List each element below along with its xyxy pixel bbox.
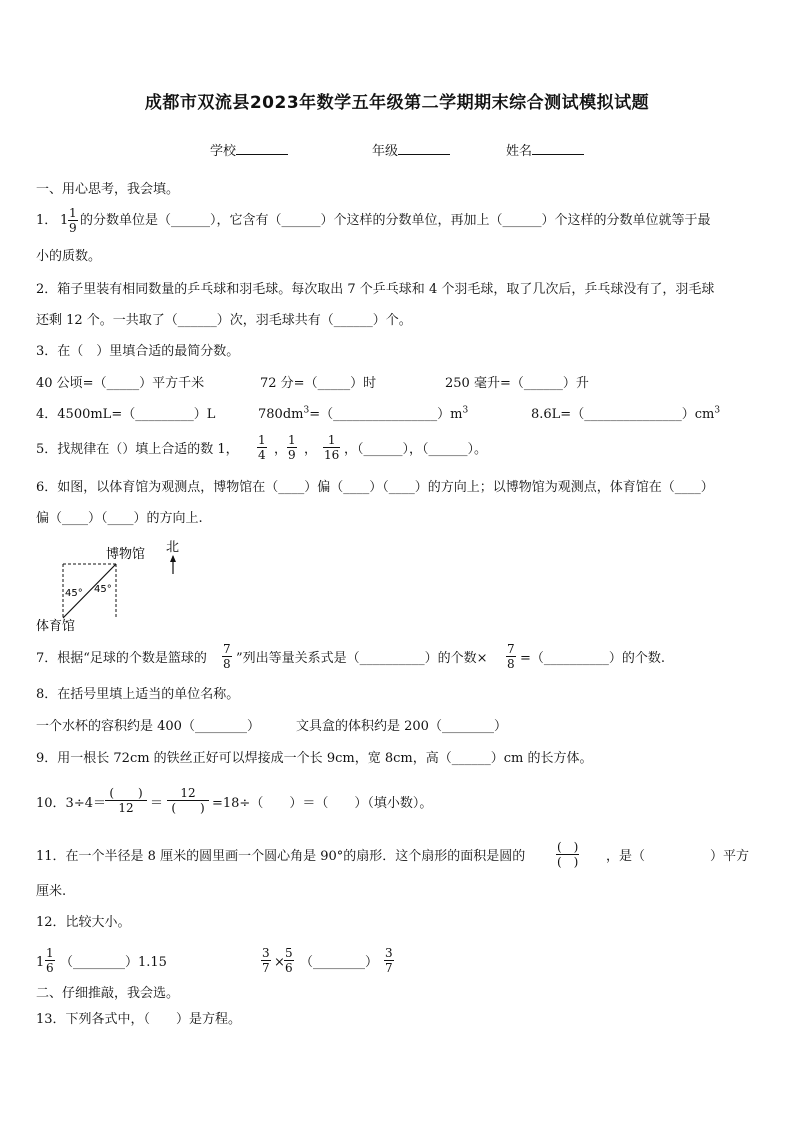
q12-a-whole: 1 xyxy=(36,955,45,970)
q1-text: 的分数单位是（______），它含有（______）个这样的分数单位，再加上（______）个这样的分数单位就等于最 xyxy=(80,213,711,228)
q1-denominator: 9 xyxy=(69,221,77,235)
q1-fraction xyxy=(68,206,78,235)
angle-label-museum: 45° xyxy=(94,584,112,595)
gym-label: 体育馆 xyxy=(36,619,76,634)
q4-b-mid: =（________________）m xyxy=(309,407,463,422)
q4-c-sup: 3 xyxy=(714,405,721,416)
q1-text-cont: 小的质数。 xyxy=(36,249,102,264)
q4-c xyxy=(531,407,720,423)
q12-b-fraction-2 xyxy=(284,946,294,975)
q7-f1-num: 7 xyxy=(223,642,231,656)
q4-b xyxy=(258,407,468,423)
q7-f2-den: 8 xyxy=(507,657,515,671)
grade-field[interactable] xyxy=(372,142,450,160)
q5-f1-num: 1 xyxy=(258,433,266,447)
school-field[interactable] xyxy=(210,142,288,160)
q12-a-num: 1 xyxy=(46,946,54,960)
q10-f2-num: 12 xyxy=(180,786,196,800)
q5-post: ，（______），（______）。 xyxy=(344,442,488,457)
q5-f3-den: 16 xyxy=(324,448,340,462)
q8-b: 文具盒的体积约是 200（________） xyxy=(296,719,507,734)
q3-a: 40 公顷=（_____）平方千米 xyxy=(36,376,205,391)
q7-pre: 7．根据“足球的个数是篮球的 xyxy=(36,651,207,666)
q5-f2-den: 9 xyxy=(288,448,296,462)
name-label: 姓名 xyxy=(506,144,533,159)
q8-instruction: 8．在括号里填上适当的单位名称。 xyxy=(36,687,240,702)
name-field[interactable] xyxy=(506,142,584,160)
q12-b-f3-den: 7 xyxy=(385,961,393,975)
q10-f2-den: ( ) xyxy=(167,800,209,815)
grade-label: 年级 xyxy=(372,144,399,159)
school-blank[interactable] xyxy=(236,142,288,155)
q5-sep-2: ， xyxy=(304,442,318,457)
q10-post: =18÷（ ）＝（ ）（填小数）。 xyxy=(212,796,433,811)
q7-fraction-1 xyxy=(222,642,232,671)
q8-a: 一个水杯的容积约是 400（________） xyxy=(36,719,260,734)
angle-label-gym: 45° xyxy=(65,588,83,599)
q5-f3-num: 1 xyxy=(327,433,336,447)
q12-a-den: 6 xyxy=(46,961,54,975)
q5-fraction-3 xyxy=(323,433,340,462)
q5-pre: 5．找规律在（）填上合适的数 1， xyxy=(36,442,239,457)
q7-f2-num: 7 xyxy=(507,642,515,656)
q12-b-f2-den: 6 xyxy=(285,961,293,975)
q13-text: 13．下列各式中，（ ）是方程。 xyxy=(36,1012,242,1027)
school-label: 学校 xyxy=(210,144,237,159)
q11-num: ( ) xyxy=(557,840,579,854)
q1-numerator: 1 xyxy=(69,206,77,220)
q5-fraction-2 xyxy=(287,433,297,462)
q5-f1-den: 4 xyxy=(258,448,266,462)
q6-line1: 6．如图，以体育馆为观测点，博物馆在（____）偏（____）（____）的方向上；以博物馆为观测点，体育馆在（____） xyxy=(36,480,714,495)
q3-instruction: 3．在（ ）里填合适的最简分数。 xyxy=(36,344,240,359)
q11-post: ，是（ ）平方 xyxy=(606,849,750,864)
q1-number: 1． xyxy=(36,213,58,228)
q10-fraction-2 xyxy=(168,786,208,815)
q3-c: 250 毫升=（______）升 xyxy=(445,376,589,391)
q12-b-fraction-1 xyxy=(261,946,271,975)
museum-label: 博物馆 xyxy=(106,547,146,562)
q7-mid: ”列出等量关系式是（__________）的个数× xyxy=(236,651,488,666)
q12-b-times: × xyxy=(274,955,285,970)
q2-line1: 2．箱子里装有相同数量的乒乓球和羽毛球。每次取出 7 个乒乓球和 4 个羽毛球，取了几次后，乒乓球没有了，羽毛球 xyxy=(36,282,715,297)
q7-fraction-2 xyxy=(506,642,516,671)
q6-line2: 偏（____）（____）的方向上. xyxy=(36,511,203,526)
q3-b: 72 分=（_____）时 xyxy=(260,376,377,391)
direction-diagram xyxy=(36,538,196,634)
q5-sep-1: ， xyxy=(274,442,288,457)
q5-f2-num: 1 xyxy=(288,433,296,447)
q11-pre: 11．在一个半径是 8 厘米的圆里画一个圆心角是 90°的扇形．这个扇形的面积是圆的 xyxy=(36,849,526,864)
q9-text: 9．用一根长 72cm 的铁丝正好可以焊接成一个长 9cm，宽 8cm，高（______）cm 的长方体。 xyxy=(36,751,593,766)
q10-f1-num: ( ) xyxy=(109,786,143,800)
north-label: 北 xyxy=(166,540,180,555)
q2-line2: 还剩 12 个。一共取了（______）次，羽毛球共有（______）个。 xyxy=(36,313,412,328)
q12-instruction: 12．比较大小。 xyxy=(36,915,131,930)
q12-b-f1-den: 7 xyxy=(262,961,270,975)
q11-fraction xyxy=(556,840,579,869)
q11-line2: 厘米. xyxy=(36,884,67,899)
q10-fraction-1 xyxy=(106,786,146,815)
q11-den: ( ) xyxy=(557,855,579,869)
section-1-heading: 一、用心思考，我会填。 xyxy=(36,182,180,197)
q10-eq: ＝ xyxy=(150,796,164,811)
q12-a-post: （________）1.15 xyxy=(60,955,167,970)
q12-a-fraction xyxy=(45,946,55,975)
name-blank[interactable] xyxy=(532,142,584,155)
page-title: 成都市双流县2023年数学五年级第二学期期末综合测试模拟试题 xyxy=(144,93,650,113)
q12-b-f1-num: 3 xyxy=(262,946,270,960)
q12-b-mid: （________） xyxy=(300,955,379,970)
q7-post: =（__________）的个数. xyxy=(520,651,666,666)
q4-b-sup2: 3 xyxy=(462,405,469,416)
north-arrowhead-icon xyxy=(170,555,176,562)
grade-blank[interactable] xyxy=(398,142,450,155)
q1-whole: 1 xyxy=(60,213,69,228)
q4-b-pre: 780dm xyxy=(258,407,304,422)
q12-b-fraction-3 xyxy=(384,946,394,975)
q4-a: 4．4500mL=（_________）L xyxy=(36,407,216,422)
q10-f1-den: 12 xyxy=(105,800,147,815)
q4-c-pre: 8.6L=（_______________）cm xyxy=(531,407,715,422)
q4-b-sup: 3 xyxy=(303,405,310,416)
q10-pre: 10．3÷4＝ xyxy=(36,796,106,811)
q5-fraction-1 xyxy=(257,433,267,462)
q12-b-f3-num: 3 xyxy=(385,946,393,960)
q12-b-f2-num: 5 xyxy=(285,946,293,960)
section-2-heading: 二、仔细推敲，我会选。 xyxy=(36,986,180,1001)
q7-f1-den: 8 xyxy=(223,657,231,671)
